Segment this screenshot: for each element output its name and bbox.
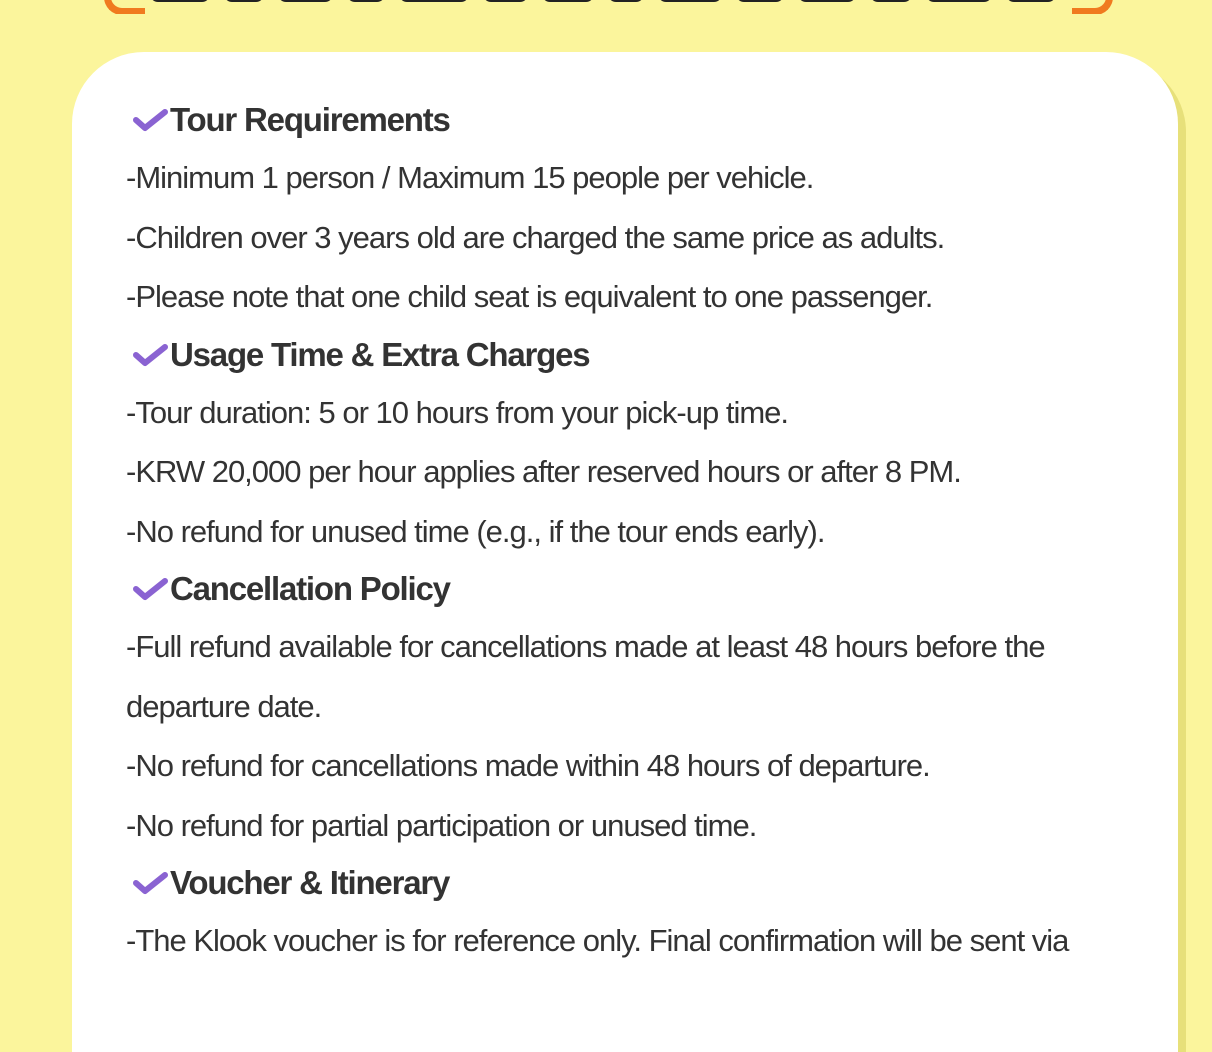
section-title-text: Tour Requirements — [170, 101, 450, 138]
check-icon — [132, 343, 168, 367]
section-title-text: Usage Time & Extra Charges — [170, 335, 590, 373]
heading-text-cropped — [150, 0, 1060, 2]
section-title — [126, 561, 1126, 617]
info-line: -Please note that one child seat is equivalent to one passenger. — [126, 279, 933, 314]
bracket-left-decoration — [104, 0, 145, 14]
check-icon — [132, 577, 168, 601]
info-content — [126, 92, 1126, 971]
section-title-text: Cancellation Policy — [170, 570, 450, 607]
check-icon — [132, 871, 168, 895]
info-line: departure date. — [126, 688, 322, 724]
info-line: -No refund for cancellations made within 48 hours of departure. — [126, 748, 930, 783]
section-title — [126, 327, 1126, 383]
info-line: -Full refund available for cancellations made at least 48 hours before the — [126, 629, 1045, 664]
info-line: -No refund for partial participation or unused time. — [126, 807, 757, 843]
section-title-text: Voucher & Itinerary — [170, 864, 450, 901]
bracket-right-decoration — [1072, 0, 1113, 14]
info-line: -Children over 3 years old are charged the same price as adults. — [126, 219, 945, 255]
section-tour-requirements — [126, 92, 1126, 327]
section-title — [126, 92, 1126, 148]
heading-banner-fragment — [0, 0, 1212, 14]
info-line: -Minimum 1 person / Maximum 15 people per vehicle. — [126, 160, 814, 195]
info-line: -KRW 20,000 per hour applies after reserved hours or after 8 PM. — [126, 454, 961, 489]
section-cancellation-policy — [126, 561, 1126, 855]
section-title — [126, 855, 1126, 911]
section-voucher-itinerary — [126, 855, 1126, 971]
info-line: -The Klook voucher is for reference only. Final confirmation will be sent via — [126, 923, 1069, 958]
section-usage-time — [126, 327, 1126, 562]
info-line: -Tour duration: 5 or 10 hours from your pick-up time. — [126, 394, 789, 430]
info-line: -No refund for unused time (e.g., if the tour ends early). — [126, 513, 825, 549]
check-icon — [132, 108, 168, 132]
